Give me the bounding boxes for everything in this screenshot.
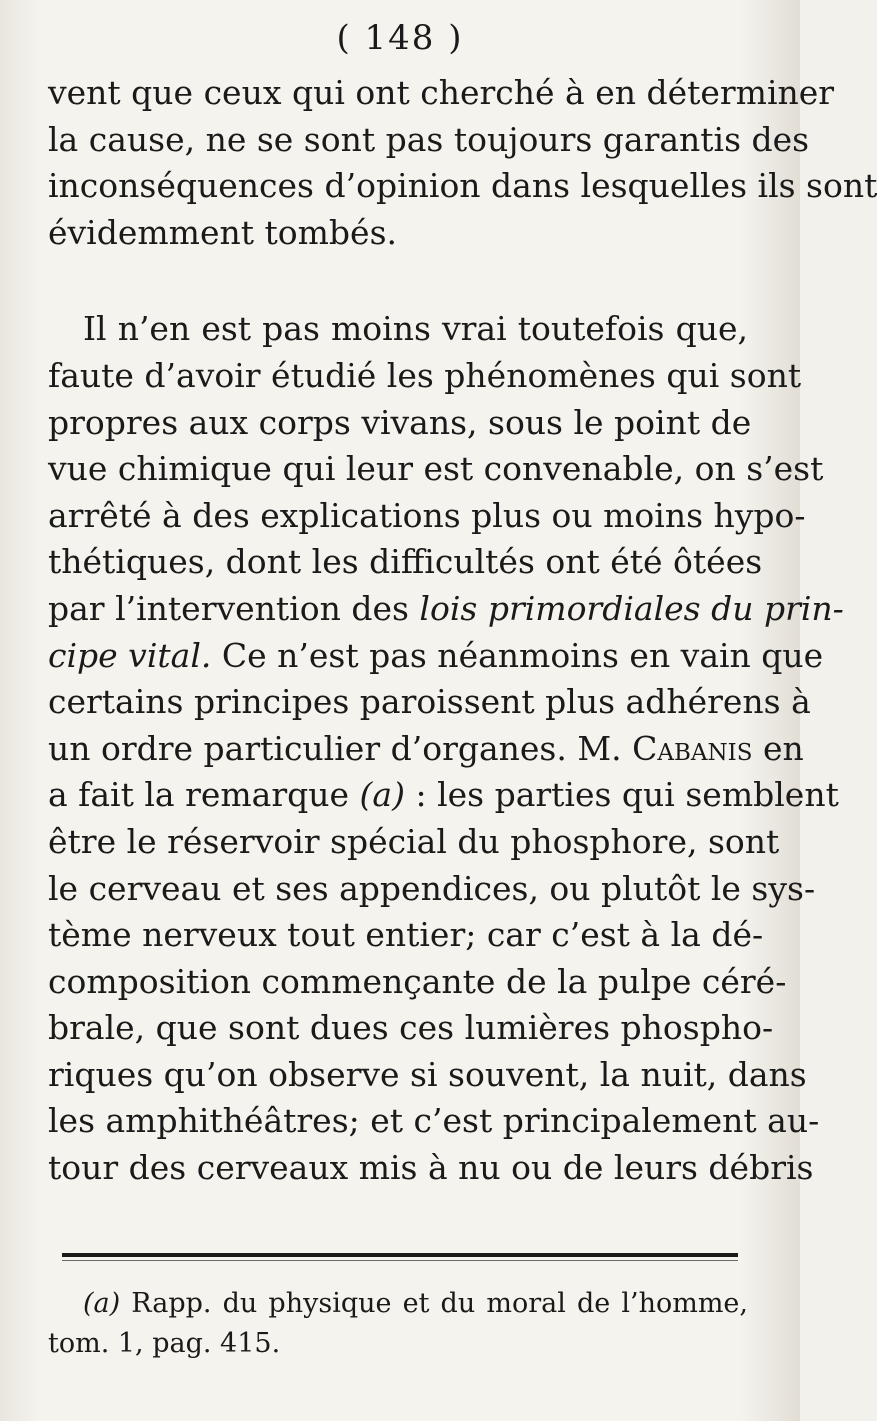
footnote-marker: (a): [83, 1288, 121, 1319]
text-line: être le réservoir spécial du phosphore, sont: [48, 821, 780, 861]
italic-phrase: cipe vital.: [48, 635, 212, 675]
text-line: arrêté à des explications plus ou moins hypo-: [48, 495, 806, 535]
footnote: [48, 1284, 748, 1364]
footnote-reference[interactable]: (a): [359, 775, 405, 815]
text-run: un ordre particulier d’organes. M.: [48, 728, 622, 768]
text-line: vue chimique qui leur est convenable, on s’est: [48, 449, 824, 489]
footnote-separator-thin-rule: [62, 1260, 738, 1261]
footnote-separator-rule: [62, 1253, 738, 1257]
footnote-line: [48, 1284, 748, 1324]
text-line: certains principes paroissent plus adhérens à: [48, 682, 811, 722]
text-line: vent que ceux qui ont cherché à en déterminer: [48, 73, 835, 112]
text-line: [48, 586, 844, 633]
text-line: tème nerveux tout entier; car c’est à la dé-: [48, 915, 764, 955]
text-line: Il n’en est pas moins vrai toutefois que,: [83, 309, 748, 349]
text-line: le cerveau et ses appendices, ou plutôt le sys-: [48, 868, 816, 908]
text-line: composition commençante de la pulpe céré-: [48, 961, 787, 1001]
footnote-text: Rapp. du physique et du moral de l’homme,: [131, 1288, 748, 1319]
text-line: faute d’avoir étudié les phénomènes qui sont: [48, 355, 802, 395]
text-line: [48, 633, 824, 680]
text-run: : les parties qui semblent: [415, 775, 839, 815]
text-line: propres aux corps vivans, sous le point de: [48, 402, 752, 442]
text-line: [48, 726, 804, 773]
text-run: a fait la remarque: [48, 775, 350, 815]
text-line: tour des cerveaux mis à nu ou de leurs débris: [48, 1148, 814, 1188]
text-line: la cause, ne se sont pas toujours garantis des: [48, 119, 810, 159]
text-line: brale, que sont dues ces lumières phospho-: [48, 1008, 774, 1048]
text-run: en: [762, 728, 804, 768]
text-run: par l’intervention des: [48, 588, 409, 628]
text-line: inconséquences d’opinion dans lesquelles ils sont: [48, 166, 877, 206]
paragraph-gap: [48, 256, 748, 306]
author-name: Cabanis: [632, 728, 753, 768]
text-line: thétiques, dont les difficultés ont été ôtées: [48, 542, 763, 582]
body-text: [48, 70, 877, 1192]
text-line: les amphithéâtres; et c’est principalement au-: [48, 1101, 820, 1141]
text-line: riques qu’on observe si souvent, la nuit, dans: [48, 1054, 807, 1094]
italic-phrase: lois primordiales du prin-: [419, 588, 844, 628]
text-run: Ce n’est pas néanmoins en vain que: [221, 635, 824, 675]
text-line: [48, 772, 839, 819]
text-line: évidemment tombés.: [48, 212, 397, 252]
page-number: ( 148 ): [336, 18, 464, 58]
footnote-line: tom. 1, pag. 415.: [48, 1328, 281, 1359]
